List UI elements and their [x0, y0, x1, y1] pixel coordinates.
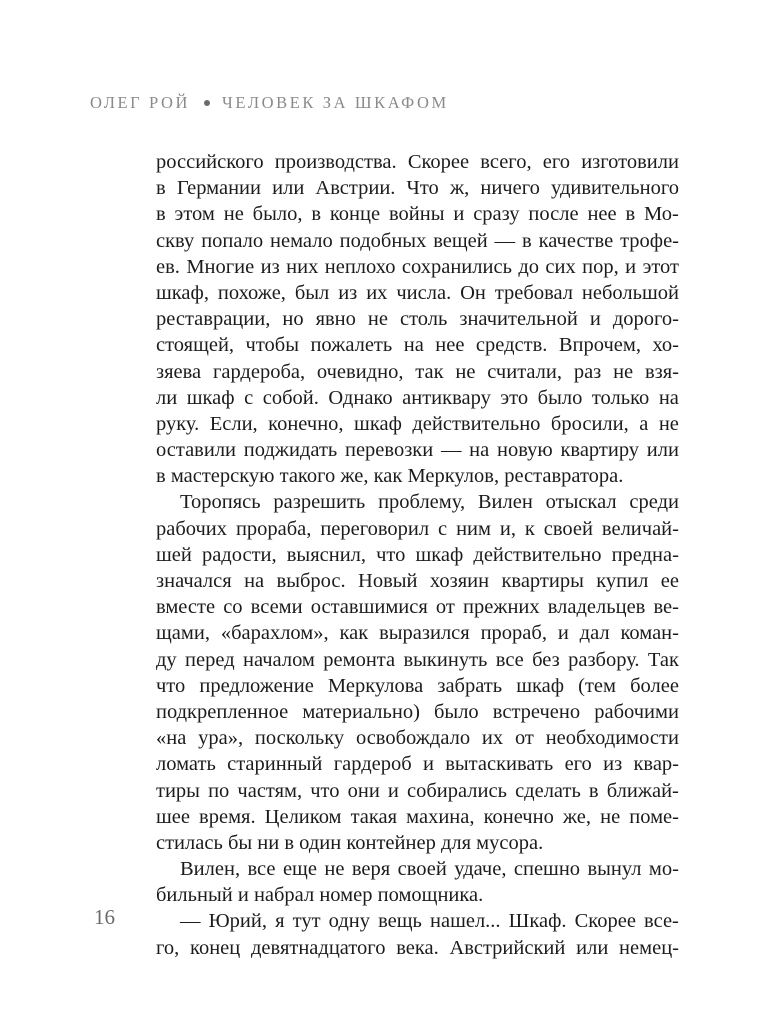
word: ду [156, 648, 177, 671]
text-line [156, 228, 679, 254]
word: одну [328, 910, 370, 933]
word: вещей [433, 229, 488, 252]
word: помощника. [377, 884, 484, 907]
word: их [481, 727, 504, 750]
word: или [576, 936, 609, 959]
word: конечно, [268, 412, 344, 435]
word: величай- [601, 517, 679, 540]
word: похоже, [217, 281, 286, 304]
word: гардероб [333, 753, 412, 776]
word: было [434, 700, 479, 723]
word: старинный [227, 753, 323, 776]
word: девятнадцатого [251, 936, 386, 959]
word: мо- [648, 858, 679, 881]
word: не [600, 805, 621, 828]
word: поскольку [254, 727, 345, 750]
word: или [646, 439, 679, 462]
word: предна- [611, 543, 679, 566]
word: я [275, 910, 285, 933]
word: Вилен, [180, 858, 241, 881]
word: своей [397, 858, 447, 881]
text-line [156, 463, 679, 489]
word: шее [156, 805, 190, 828]
word: стилась [156, 831, 228, 854]
word: Что [406, 177, 439, 200]
word: нее [587, 203, 617, 226]
word: время. [199, 805, 256, 828]
word: и [387, 779, 399, 802]
word: ни [257, 831, 285, 854]
word: и [453, 203, 465, 226]
word: этом [174, 203, 215, 226]
word: «барахлом», [220, 622, 329, 645]
word: а [639, 412, 649, 435]
word: удаче, [454, 858, 507, 881]
word: в [156, 177, 166, 200]
word: или [272, 177, 305, 200]
word: сразу [473, 203, 520, 226]
word: подкрепленное [156, 700, 289, 723]
text-line [156, 280, 679, 306]
word: антиквару [402, 386, 491, 409]
word: что [310, 779, 340, 802]
word: все [495, 648, 524, 671]
word: и [557, 622, 569, 645]
word: предложение [199, 674, 314, 697]
header-separator-bullet-icon [204, 100, 210, 106]
word: всего, [480, 151, 532, 173]
word: Он [460, 281, 486, 304]
word: ли [156, 386, 178, 409]
text-line [156, 647, 679, 673]
word: — [440, 439, 462, 462]
word: необходимости [545, 727, 679, 750]
word: оставшимися [310, 596, 428, 619]
text-line [156, 778, 679, 804]
word: не [223, 203, 244, 226]
text-line [156, 830, 679, 856]
word: прежних [462, 596, 540, 619]
word: дал [579, 622, 610, 645]
word: ев. [156, 255, 180, 278]
running-header [90, 93, 449, 113]
word: перед [185, 648, 235, 671]
word: от [514, 727, 534, 750]
word: — [180, 910, 201, 933]
word: немец- [619, 936, 679, 959]
word: его [542, 151, 571, 173]
word: бы [227, 831, 258, 854]
text-line [156, 149, 679, 175]
text-line [156, 306, 679, 332]
word: встречено [492, 700, 581, 723]
word: этот [642, 255, 679, 278]
word: гардероба, [212, 360, 306, 383]
word: квартиры [501, 570, 584, 592]
header-author: ОЛЕГ РОЙ [90, 93, 191, 112]
word: их [366, 281, 388, 304]
word: такая [350, 805, 398, 828]
word: столь [400, 308, 448, 331]
word: разрешить [273, 491, 366, 514]
word: для [440, 831, 477, 854]
body-text [156, 149, 679, 961]
word: в [625, 203, 636, 226]
word: из [603, 753, 623, 776]
word: еще [282, 858, 317, 881]
text-line [156, 359, 679, 385]
word: тут [292, 910, 321, 933]
word: забрать [437, 674, 503, 697]
word: с [244, 386, 254, 409]
word: только [591, 386, 650, 409]
word: и [422, 753, 434, 776]
word: Шкаф. [508, 910, 567, 933]
word: из [338, 281, 358, 304]
word: владельцев [547, 596, 646, 619]
word: собой. [262, 386, 319, 409]
text-line [156, 856, 679, 882]
word: и, [499, 517, 516, 540]
word: нее [435, 334, 465, 357]
text-line [156, 568, 679, 594]
word: на [658, 386, 679, 409]
word: после [528, 203, 579, 226]
word: ура», [198, 727, 244, 750]
word: набрал [253, 884, 320, 907]
word: дорого- [612, 308, 679, 331]
word: что [156, 674, 186, 697]
word: квар- [633, 753, 679, 776]
word: действительно [412, 412, 541, 435]
word: своей [543, 517, 593, 540]
word: Меркулова [327, 674, 424, 697]
word: без [532, 648, 560, 671]
word: конце [329, 203, 381, 226]
word: (тем [578, 674, 616, 697]
word: них [286, 255, 319, 278]
word: Торопясь [180, 491, 261, 514]
word: руку. [156, 412, 200, 435]
word: мусора. [476, 831, 544, 854]
word: новую [496, 439, 553, 462]
text-line [156, 542, 679, 568]
word: ним [456, 517, 491, 540]
word: немало [270, 229, 333, 252]
word: Мо- [644, 203, 679, 226]
word: спешно [513, 858, 581, 881]
word: не [455, 360, 476, 383]
word: Впрочем, [558, 334, 641, 357]
word: значительной [459, 308, 578, 331]
text-line [156, 332, 679, 358]
word: выяснил, [286, 543, 367, 566]
text-line [156, 804, 679, 830]
word: был [294, 281, 330, 304]
text-line [156, 516, 679, 542]
word: требовал [494, 281, 573, 304]
word: не [613, 360, 634, 383]
word: выброс. [276, 570, 346, 592]
word: чтобы [245, 334, 299, 357]
word: Целиком [264, 805, 342, 828]
word: небольшой [581, 281, 679, 304]
word: трофе- [620, 229, 679, 252]
word: тиры [156, 779, 200, 802]
word: до [518, 255, 540, 278]
text-line [156, 620, 679, 646]
word: они [347, 779, 380, 802]
text-line [156, 254, 679, 280]
word: ближай- [606, 779, 679, 802]
word: так [415, 360, 444, 383]
word: поме- [629, 805, 679, 828]
word: пор, [582, 255, 619, 278]
word: всеми [250, 596, 303, 619]
word: и [589, 308, 601, 331]
word: контейнер [346, 831, 441, 854]
word: производства. [274, 151, 397, 173]
word: сих [545, 255, 576, 278]
word: конечно [483, 805, 554, 828]
word: качестве [538, 229, 614, 252]
word: выразился [379, 622, 470, 645]
word: было, [252, 203, 303, 226]
word: числа. [396, 281, 452, 304]
word: шкаф [415, 543, 464, 566]
page-number: 16 [94, 905, 115, 929]
word: что [376, 543, 406, 566]
word: и [625, 255, 637, 278]
word: к [524, 517, 535, 540]
word: среди [629, 491, 679, 514]
word: Если, [209, 412, 258, 435]
word: Скорее [407, 151, 470, 173]
word: шкаф [516, 674, 565, 697]
word: же, [340, 465, 374, 488]
word: на [403, 334, 424, 357]
word: это [500, 386, 529, 409]
word: радости, [201, 543, 277, 566]
word: вместе [156, 596, 216, 619]
word: веря [351, 858, 391, 881]
word: все- [644, 910, 679, 933]
word: более [630, 674, 679, 697]
word: один [299, 831, 347, 854]
word: его [564, 753, 592, 776]
word: попало [201, 229, 264, 252]
word: в [156, 465, 171, 488]
word: поджидать [243, 439, 338, 462]
word: «на [156, 727, 187, 750]
word: было [537, 386, 583, 409]
word: купил [596, 570, 649, 592]
text-line [156, 725, 679, 751]
text-line [156, 201, 679, 227]
word: началом [243, 648, 315, 671]
word: ничего [480, 177, 540, 200]
word: Так [647, 648, 679, 671]
word: Австрии. [315, 177, 396, 200]
word: Юрий, [208, 910, 267, 933]
word: — [494, 229, 516, 252]
word: го, [156, 936, 180, 959]
word: мастерскую [170, 465, 280, 488]
word: сделать [515, 779, 581, 802]
word: в [588, 779, 599, 802]
text-line [156, 751, 679, 777]
word: шкаф [186, 386, 235, 409]
word: Многие [186, 255, 255, 278]
word: проблему, [378, 491, 466, 514]
word: не [658, 412, 679, 435]
word: прораба, [235, 517, 312, 540]
word: квартиру [560, 439, 640, 462]
word: шкаф [354, 412, 402, 435]
word: освобождало [355, 727, 471, 750]
header-book-title: ЧЕЛОВЕК ЗА ШКАФОМ [222, 93, 449, 112]
word: не [367, 308, 388, 331]
text-line [156, 437, 679, 463]
word: зяева [156, 360, 202, 383]
text-line [156, 594, 679, 620]
word: махина, [406, 805, 475, 828]
word: перевозки [344, 439, 434, 462]
word: такого [279, 465, 341, 488]
word: же, [562, 805, 592, 828]
word: пожалеть [310, 334, 393, 357]
word: неплохо [324, 255, 396, 278]
word: со [223, 596, 243, 619]
word: российского [156, 151, 264, 173]
word: оставили [156, 439, 237, 462]
text-line [156, 673, 679, 699]
word: прораб, [480, 622, 547, 645]
word: в [311, 203, 322, 226]
word: отыскал [545, 491, 617, 514]
word: действительно [473, 543, 602, 566]
text-line [156, 935, 679, 961]
word: рабочих [156, 517, 228, 540]
word: считали, [487, 360, 563, 383]
word: по [208, 779, 230, 802]
word: шей [156, 543, 192, 566]
word: в [156, 203, 166, 226]
word: Германии [176, 177, 261, 200]
word: бросили, [550, 412, 629, 435]
word: подобных [339, 229, 427, 252]
word: номер [319, 884, 378, 907]
word: но [282, 308, 304, 331]
text-line [156, 175, 679, 201]
word: хозяин [429, 570, 490, 592]
text-line [156, 411, 679, 437]
word: ремонта [323, 648, 396, 671]
word: как [373, 465, 408, 488]
word: раз [573, 360, 602, 383]
word: от [435, 596, 455, 619]
word: очевидно, [316, 360, 404, 383]
word: Меркулов, [407, 465, 505, 488]
word: Новый [358, 570, 418, 592]
word: в [522, 229, 532, 252]
word: стоящей, [156, 334, 235, 357]
word: нашел... [430, 910, 501, 933]
word: из [260, 255, 280, 278]
word: явно [315, 308, 356, 331]
word: в [284, 831, 300, 854]
text-line [156, 699, 679, 725]
word: бильный [156, 884, 238, 907]
word: конец [190, 936, 241, 959]
word: реставратора. [504, 465, 624, 488]
word: не [324, 858, 345, 881]
word: на [469, 439, 490, 462]
word: вещь [378, 910, 422, 933]
text-line [156, 385, 679, 411]
word: собирались [407, 779, 507, 802]
word: реставрации, [156, 308, 271, 331]
word: как [339, 622, 369, 645]
word: выкинуть [403, 648, 488, 671]
word: и [237, 884, 254, 907]
word: Скорее [574, 910, 636, 933]
word: ее [660, 570, 679, 592]
word: на [244, 570, 265, 592]
word: все [247, 858, 276, 881]
word: изготовили [581, 151, 679, 173]
word: частям, [237, 779, 303, 802]
word: разбору. [568, 648, 640, 671]
word: рабочими [594, 700, 679, 723]
word: щами, [156, 622, 210, 645]
text-line [156, 489, 679, 515]
word: взя- [644, 360, 679, 383]
word: сохранились [401, 255, 512, 278]
text-line [156, 908, 679, 934]
word: вытаскивать [445, 753, 554, 776]
word: хо- [652, 334, 679, 357]
word: коман- [620, 622, 679, 645]
word: средств. [475, 334, 548, 357]
text-line [156, 882, 679, 908]
word: века. [396, 936, 439, 959]
word: удивительного [550, 177, 679, 200]
word: Австрийский [449, 936, 566, 959]
word: значался [156, 570, 232, 592]
word: шкаф, [156, 281, 209, 304]
word: с [438, 517, 448, 540]
word: переговорил [320, 517, 430, 540]
word: ж, [449, 177, 470, 200]
word: Вилен [477, 491, 533, 514]
word: войны [388, 203, 445, 226]
word: ве- [653, 596, 679, 619]
word: ломать [156, 753, 216, 776]
word: вынул [587, 858, 642, 881]
word: скву [156, 229, 195, 252]
word: материально) [302, 700, 420, 723]
word: Однако [328, 386, 393, 409]
